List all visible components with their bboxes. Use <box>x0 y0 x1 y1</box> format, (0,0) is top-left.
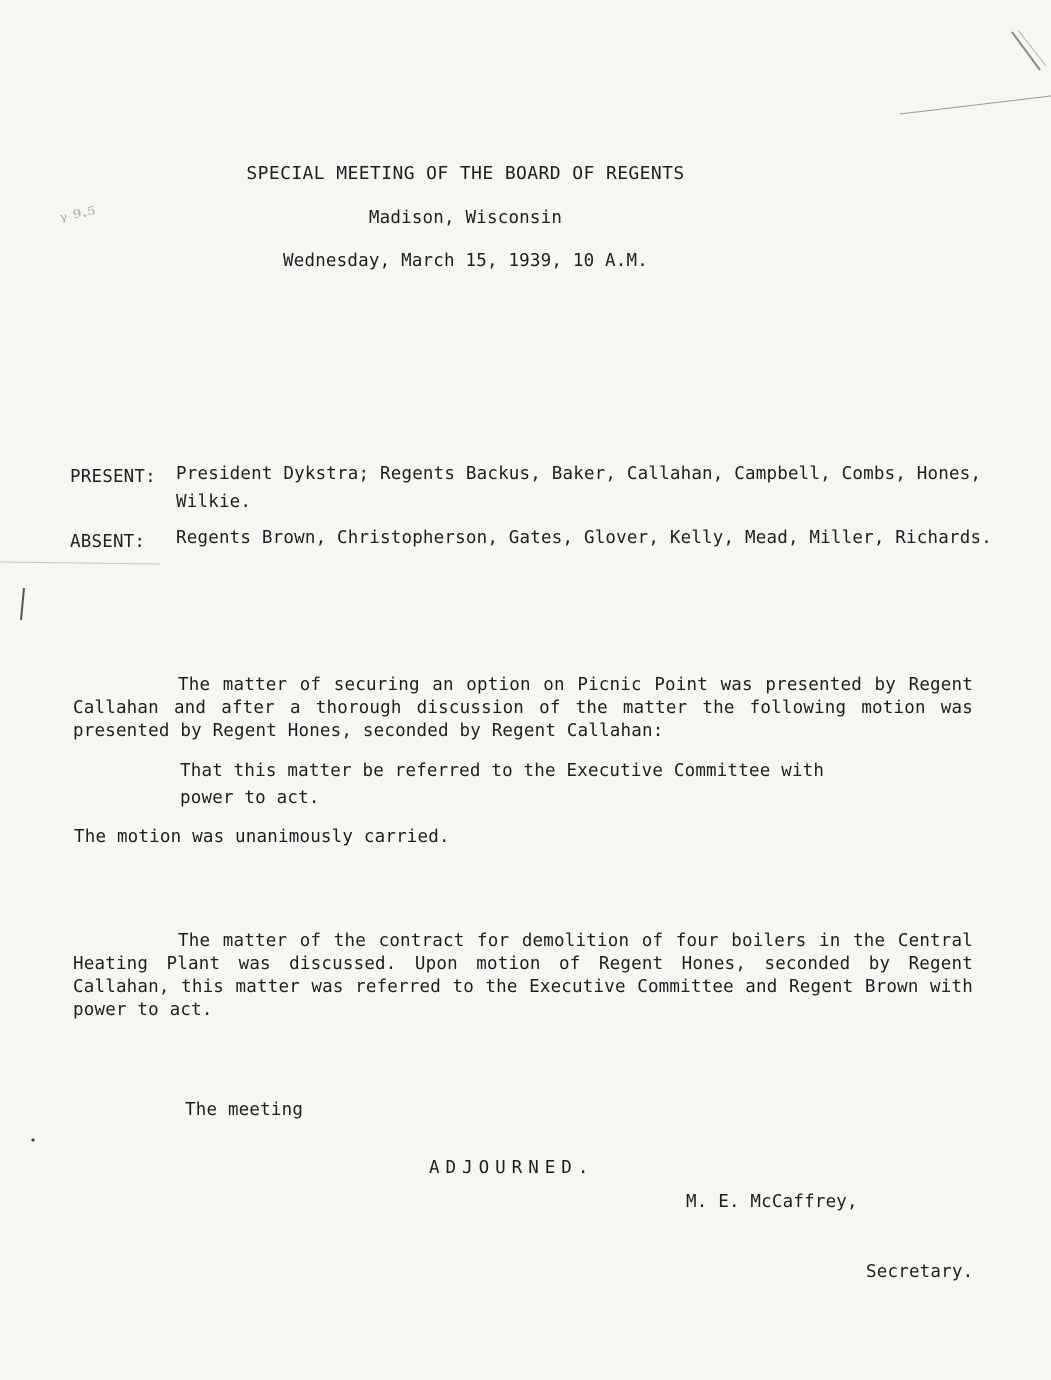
present-label: PRESENT: <box>70 467 156 487</box>
paragraph-boilers: The matter of the contract for demolition of four boilers in the Central Heating Plant was discussed. Upon motion of Regent Hones, seconded by Regent Callahan, this matter was referred to the Executive Committee and Regent Brown with power to act. <box>73 931 973 1020</box>
motion-result: The motion was unanimously carried. <box>74 827 450 847</box>
pencil-annotation: ᵞ ⁹·⁵ <box>57 201 99 233</box>
meeting-text: The meeting <box>185 1100 304 1120</box>
corner-mark-1 <box>1012 32 1040 70</box>
absent-names: Regents Brown, Christopherson, Gates, Glover, Kelly, Mead, Miller, Richards. <box>176 528 992 548</box>
adjourned-text: ADJOURNED. <box>429 1158 595 1178</box>
motion-text: That this matter be referred to the Executive Committee with power to act. <box>180 761 825 808</box>
secretary-title: Secretary. <box>866 1262 974 1282</box>
top-rule-mark <box>900 96 1051 114</box>
absent-label: ABSENT: <box>70 532 146 552</box>
dot-mark <box>31 1138 34 1141</box>
left-edge-mark <box>21 588 24 620</box>
document-heading: SPECIAL MEETING OF THE BOARD OF REGENTS <box>246 163 685 184</box>
present-names: President Dykstra; Regents Backus, Baker, Callahan, Campbell, Combs, Hones, Wilkie. <box>176 464 982 512</box>
paragraph-picnic-point: The matter of securing an option on Picnic Point was presented by Regent Callahan and after a thorough discussion of the matter the following motion was presented by Regent Hones, seconded by Regent Callahan: <box>73 675 973 741</box>
meeting-location: Madison, Wisconsin <box>368 208 563 228</box>
meeting-datetime: Wednesday, March 15, 1939, 10 A.M. <box>282 251 649 271</box>
left-rule-mark <box>0 562 160 564</box>
secretary-name: M. E. McCaffrey, <box>686 1192 858 1212</box>
